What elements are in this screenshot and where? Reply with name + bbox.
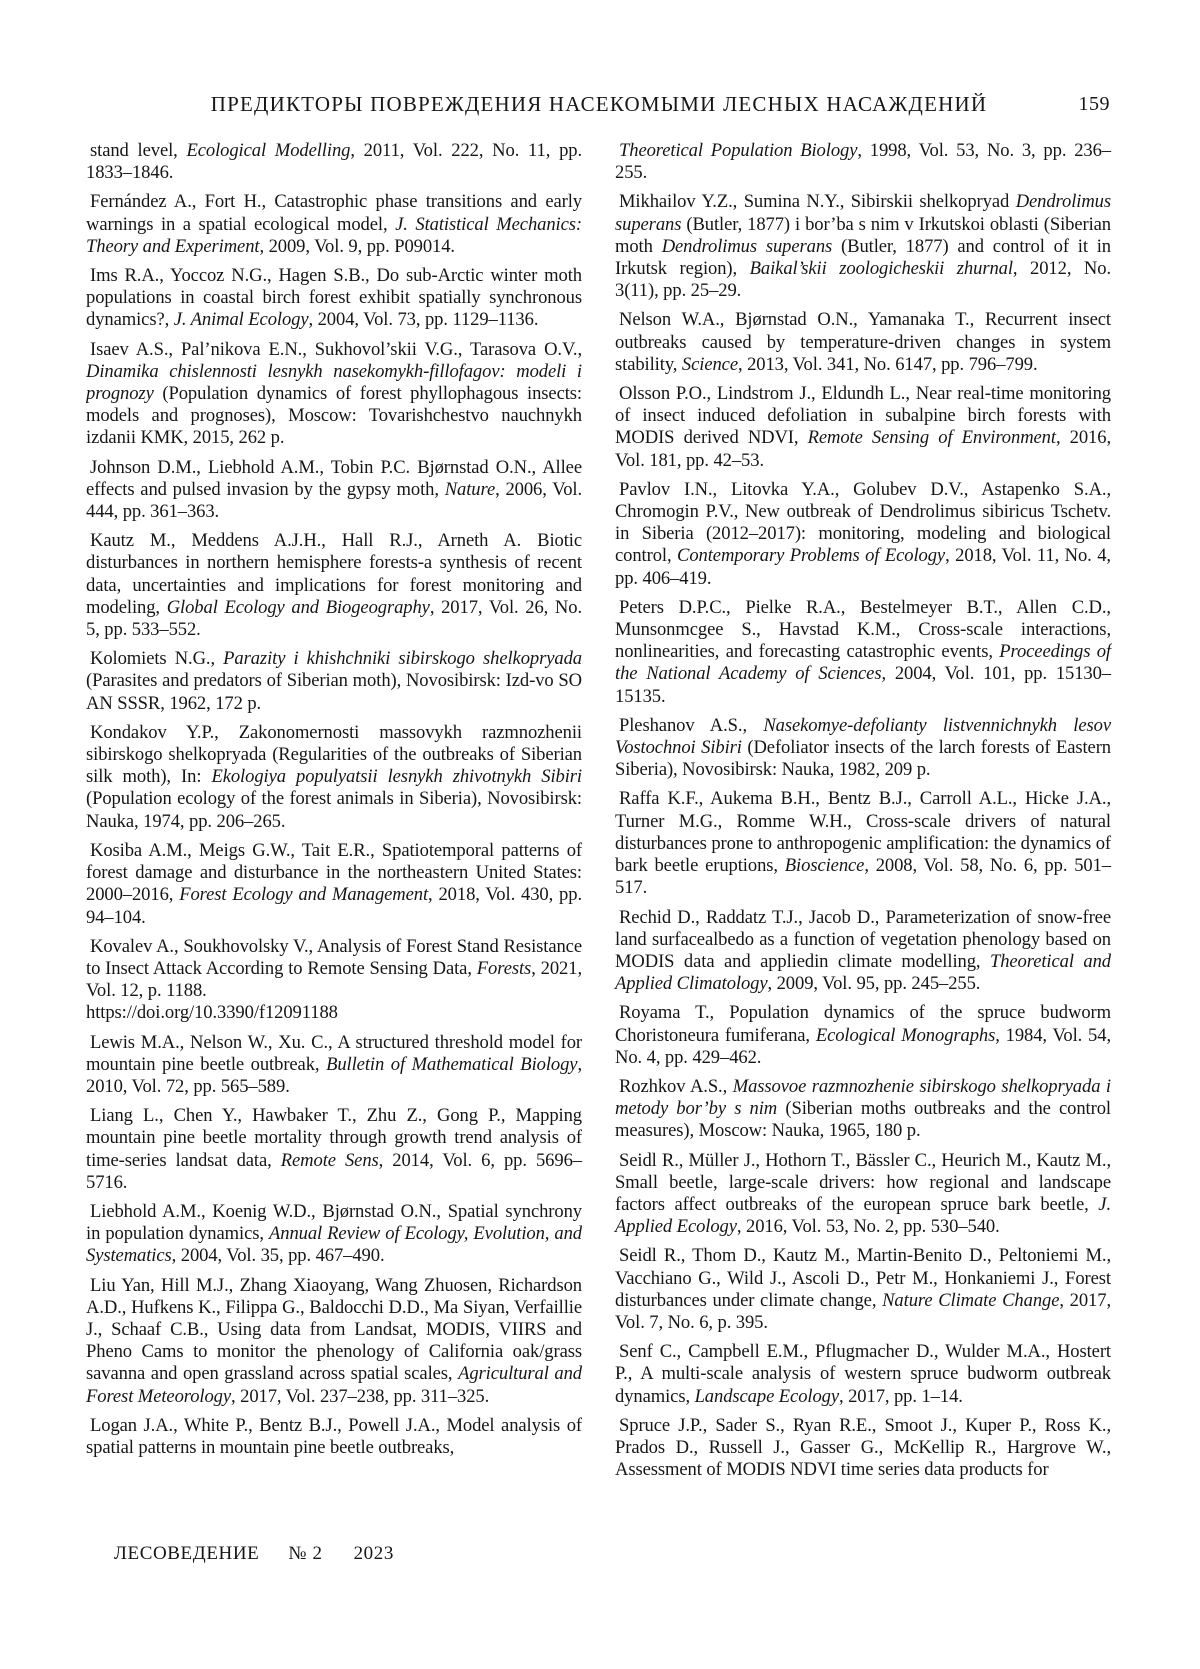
reference-text: Seidl R., Müller J., Hothorn T., Bässler C., Heurich M., Kautz M., Small beetle, large-scale drivers: how regional and landscape factors affect outbreaks of the european spruce bark beetle, [615, 1149, 1111, 1215]
reference-italic-text: Dendrolimus superans [615, 191, 1111, 235]
reference-text: Senf C., Campbell E.M., Pflugmacher D., Wulder M.A., Hostert P., A multi-scale analysis of western spruce budworm outbreak dynamics, [615, 1341, 1111, 1407]
reference-text: Kovalev A., Soukhovolsky V., Analysis of Forest Stand Resistance to Insect Attack According to Remote Sensing Data, [86, 935, 582, 979]
reference-italic-text: J. Applied Ecology [615, 1193, 1111, 1238]
reference-text: , 2017, Vol. 237–238, pp. 311–325. [231, 1385, 490, 1407]
reference-entry [615, 788, 1111, 899]
reference-text: , 2016, Vol. 53, No. 2, pp. 530–540. [736, 1216, 1000, 1238]
reference-italic-text: Nasekomye-defolianty listvennichnykh lesov Vostochnoi Sibiri [615, 714, 1111, 759]
reference-text: Pleshanov A.S., [619, 714, 764, 736]
reference-italic-text: Remote Sensing of Environment [807, 427, 1056, 449]
reference-text: , 2017, pp. 1–14. [839, 1385, 963, 1407]
reference-italic-text: Ecological Monographs [815, 1024, 996, 1046]
reference-text: Kolomiets N.G., [90, 648, 224, 670]
reference-text: Peters D.P.C., Pielke R.A., Bestelmeyer B.T., Allen C.D., Munsonmcgee S., Havstad K.M., Cross-scale interactions, nonlinearities, and forecasting catastrophic events, [615, 596, 1111, 663]
reference-text: , 2012, No. 3(11), pp. 25–29. [615, 258, 1111, 302]
reference-italic-text: Science [681, 353, 738, 375]
doi-url: https://doi.org/10.3390/f12091188 [86, 1002, 338, 1024]
reference-text: (Population dynamics of forest phyllophagous insects: models and prognoses), Moscow: Tovarishchestvo nauchnykh izdanii KMK, 2015, 262 p. [86, 383, 582, 449]
reference-text: , 2021, Vol. 12, p. 1188. [86, 957, 583, 1002]
reference-italic-text: Theoretical and Applied Climatology [615, 950, 1112, 995]
reference-entry [615, 1150, 1111, 1239]
reference-entry [86, 339, 582, 450]
reference-italic-text: Theoretical Population Biology [619, 140, 858, 161]
reference-columns [86, 140, 1112, 1535]
reference-text: , 2014, Vol. 6, pp. 5696–5716. [86, 1149, 582, 1193]
reference-entry [86, 722, 582, 833]
reference-entry [86, 1201, 582, 1268]
reference-text: Rozhkov A.S., [619, 1075, 733, 1097]
reference-text: Liang L., Chen Y., Hawbaker T., Zhu Z., Gong P., Mapping mountain pine beetle mortality through growth trend analysis of time-series landsat data, [86, 1105, 582, 1171]
reference-italic-text: Forests [476, 957, 532, 979]
reference-text: , 2004, Vol. 35, pp. 467–490. [171, 1245, 385, 1267]
reference-text: , 2008, Vol. 58, No. 6, pp. 501–517. [615, 855, 1111, 899]
reference-text: (Defoliator insects of the larch forests of Eastern Siberia), Novosibirsk: Nauka, 1982, 209 p. [615, 737, 1111, 781]
reference-text: Pavlov I.N., Litovka Y.A., Golubev D.V., Astapenko S.A., Chromogin P.V., New outbreak of Dendrolimus sibiricus Tschetv. in Siberia (2012–2017): monitoring, modeling and biological control, [615, 478, 1111, 567]
reference-text: Kondakov Y.P., Zakonomernosti massovykh razmnozhenii sibirskogo shelkopryada (Regularities of the outbreaks of Siberian silk moth), In: [86, 721, 582, 788]
reference-entry [86, 648, 582, 715]
reference-text: Spruce J.P., Sader S., Ryan R.E., Smoot J., Kuper P., Ross K., Prados D., Russell J., Gasser G., McKellip R., Hargrove W., Assessment of MODIS NDVI time series data products for [615, 1414, 1111, 1481]
reference-entry [615, 1341, 1111, 1408]
reference-text: Johnson D.M., Liebhold A.M., Tobin P.C. Bjørnstad O.N., Allee effects and pulsed invasion by the gypsy moth, [86, 456, 582, 500]
reference-italic-text: Dendrolimus superans [661, 235, 833, 257]
reference-text: Mikhailov Y.Z., Sumina N.Y., Sibirskii shelkopryad [619, 191, 1016, 213]
reference-italic-text: Ecological Modelling [186, 140, 351, 161]
reference-text: (Butler, 1877) and control of it in Irkutsk region), [615, 235, 1112, 280]
reference-entry [615, 1076, 1111, 1143]
reference-entry [615, 597, 1111, 708]
reference-text: , 2018, Vol. 430, pp. 94–104. [86, 884, 582, 928]
reference-text: Logan J.A., White P., Bentz B.J., Powell J.A., Model analysis of spatial patterns in mountain pine beetle outbreaks, [86, 1414, 582, 1458]
reference-entry [615, 715, 1111, 782]
reference-text: , 2004, Vol. 101, pp. 15130–15135. [615, 663, 1112, 707]
reference-text: stand level, [90, 140, 187, 161]
reference-text: Ims R.A., Yoccoz N.G., Hagen S.B., Do sub-Arctic winter moth populations in coastal birch forest exhibit spatially synchronous dynamics?, [86, 265, 582, 331]
journal-title: ЛЕСОВЕДЕНИЕ [114, 1543, 260, 1564]
reference-italic-text: Bulletin of Mathematical Biology [326, 1053, 578, 1075]
reference-italic-text: Dinamika chislennosti lesnykh nasekomykh-fillofagov: modeli i prognozy [86, 360, 582, 405]
reference-italic-text: Nature [444, 478, 496, 500]
reference-entry [615, 479, 1111, 590]
reference-text: Rechid D., Raddatz T.J., Jacob D., Parameterization of snow-free land surfacealbedo as a function of vegetation phenology based on MODIS data and appliedin climate modelling, [615, 906, 1111, 972]
reference-italic-text: Parazity i khishchniki sibirskogo shelkopryada [223, 648, 582, 670]
reference-entry [615, 1245, 1111, 1334]
reference-text: , 1984, Vol. 54, No. 4, pp. 429–462. [615, 1024, 1112, 1068]
reference-italic-text: Massovoe razmnozhenie sibirskogo shelkopryada i metody bor’by s nim [615, 1075, 1111, 1120]
reference-text: Royama T., Population dynamics of the spruce budworm Choristoneura fumiferana, [615, 1002, 1111, 1046]
reference-italic-text: Ekologiya populyatsii lesnykh zhivotnykh Sibiri [211, 766, 582, 788]
reference-italic-text: Global Ecology and Biogeography [166, 596, 430, 618]
reference-italic-text: Baikal’skii zoologicheskii zhurnal [749, 258, 1013, 280]
reference-entry [615, 1002, 1111, 1069]
reference-text: , 2009, Vol. 9, pp. P09014. [259, 235, 455, 257]
reference-italic-text: Nature Climate Change [882, 1289, 1060, 1311]
reference-text: Raffa K.F., Aukema B.H., Bentz B.J., Carroll A.L., Hicke J.A., Turner M.G., Romme W.H., Cross-scale drivers of natural disturbances prone to anthropogenic amplification: the dynamics of bark beetle eruptions, [615, 788, 1111, 877]
reference-entry [86, 457, 582, 524]
reference-italic-text: Forest Ecology and Management [179, 884, 429, 906]
reference-text: Liu Yan, Hill M.J., Zhang Xiaoyang, Wang Zhuosen, Richardson A.D., Hufkens K., Filippa G., Baldocchi D.D., Ma Siyan, Verfaillie J., Schaaf C.B., Using data from Landsat, MODIS, VIIRS and Pheno Cams to monitor the phenology of California oak/grass savanna and open grassland across spatial scales, [86, 1274, 582, 1385]
reference-entry [86, 530, 582, 641]
reference-italic-text: Contemporary Problems of Ecology [677, 545, 946, 567]
reference-text: , 2011, Vol. 222, No. 11, pp. 1833–1846. [86, 140, 583, 184]
reference-entry [615, 907, 1111, 996]
reference-text: , 2009, Vol. 95, pp. 245–255. [767, 973, 981, 995]
reference-text: Nelson W.A., Bjørnstad O.N., Yamanaka T., Recurrent insect outbreaks caused by temperature-driven changes in system stability, [615, 309, 1111, 375]
reference-text: , 2017, Vol. 7, No. 6, p. 395. [615, 1289, 1111, 1333]
reference-text: Lewis M.A., Nelson W., Xu. C., A structured threshold model for mountain pine beetle outbreak, [86, 1031, 582, 1075]
reference-entry [86, 1105, 582, 1194]
reference-entry [615, 383, 1111, 472]
reference-text: Seidl R., Thom D., Kautz M., Martin-Benito D., Peltoniemi M., Vacchiano G., Wild J., Ascoli D., Petr M., Honkaniemi J., Forest disturbances under climate change, [615, 1245, 1111, 1311]
reference-italic-text: Agricultural and Forest Meteorology [86, 1363, 583, 1407]
reference-text: , 1998, Vol. 53, No. 3, pp. 236–255. [615, 140, 1111, 184]
journal-footer [114, 1543, 394, 1565]
reference-italic-text: Proceedings of the National Academy of Sciences [615, 641, 1111, 685]
journal-year: 2023 [353, 1543, 394, 1564]
reference-entry [86, 1275, 582, 1408]
references-column-left [86, 140, 582, 1535]
page-number: 159 [1078, 93, 1110, 115]
reference-italic-text: Annual Review of Ecology, Evolution, and Systematics [86, 1223, 583, 1267]
reference-text: , 2017, Vol. 26, No. 5, pp. 533–552. [86, 596, 582, 641]
reference-text: Kosiba A.M., Meigs G.W., Tait E.R., Spatiotemporal patterns of forest damage and disturbance in the northeastern United States: 2000–2016, [86, 839, 582, 906]
reference-text: , 2004, Vol. 73, pp. 1129–1136. [308, 309, 539, 331]
reference-entry [615, 140, 1111, 184]
reference-text: Kautz M., Meddens A.J.H., Hall R.J., Arneth A. Biotic disturbances in northern hemisphere forests-a synthesis of recent data, uncertainties and implications for forest monitoring and modeling, [86, 530, 582, 618]
reference-entry [86, 140, 582, 184]
reference-text: Olsson P.O., Lindstrom J., Eldundh L., Near real-time monitoring of insect induced defoliation in subalpine birch forests with MODIS derived NDVI, [615, 383, 1111, 449]
reference-entry [86, 1415, 582, 1459]
reference-entry [86, 840, 582, 929]
reference-text: (Parasites and predators of Siberian moth), Novosibirsk: Izd-vo SO AN SSSR, 1962, 172 p. [86, 670, 582, 714]
reference-text: , 2016, Vol. 181, pp. 42–53. [615, 427, 1111, 471]
running-head: ПРЕДИКТОРЫ ПОВРЕЖДЕНИЯ НАСЕКОМЫМИ ЛЕСНЫХ НАСАЖДЕНИЙ [210, 92, 988, 116]
reference-entry [615, 1415, 1111, 1482]
reference-text: , 2018, Vol. 11, No. 4, pp. 406–419. [615, 545, 1111, 589]
reference-entry [615, 309, 1111, 376]
reference-text: , 2010, Vol. 72, pp. 565–589. [86, 1053, 583, 1097]
reference-entry [86, 1032, 582, 1099]
reference-text: Fernández A., Fort H., Catastrophic phase transitions and early warnings in a spatial ecological model, [86, 191, 582, 235]
reference-entry [615, 191, 1111, 302]
reference-italic-text: J. Statistical Mechanics: Theory and Experiment [86, 213, 582, 257]
journal-issue: № 2 [288, 1543, 323, 1564]
reference-entry [86, 191, 582, 258]
reference-italic-text: Bioscience [784, 855, 865, 877]
reference-italic-text: Remote Sens [280, 1149, 379, 1171]
reference-italic-text: Landscape Ecology [694, 1385, 839, 1407]
reference-italic-text: J. Animal Ecology [173, 309, 309, 331]
reference-text: Liebhold A.M., Koenig W.D., Bjørnstad O.N., Spatial synchrony in population dynamics, [86, 1200, 582, 1245]
references-column-right [615, 140, 1111, 1535]
reference-text: (Butler, 1877) i bor’ba s nim v Irkutskoi oblasti (Siberian moth [615, 213, 1111, 257]
reference-text: (Population ecology of the forest animals in Siberia), Novosibirsk: Nauka, 1974, pp. 206–265. [86, 788, 582, 832]
page-header [86, 92, 1112, 118]
reference-text: , 2013, Vol. 341, No. 6147, pp. 796–799. [737, 353, 1038, 375]
reference-entry [86, 265, 582, 332]
reference-text: (Siberian moths outbreaks and the control measures), Moscow: Nauka, 1965, 180 p. [615, 1098, 1111, 1142]
reference-entry [86, 936, 582, 1025]
reference-text: Isaev A.S., Pal’nikova E.N., Sukhovol’skii V.G., Tarasova O.V., [90, 338, 582, 360]
reference-text: , 2006, Vol. 444, pp. 361–363. [86, 478, 583, 523]
